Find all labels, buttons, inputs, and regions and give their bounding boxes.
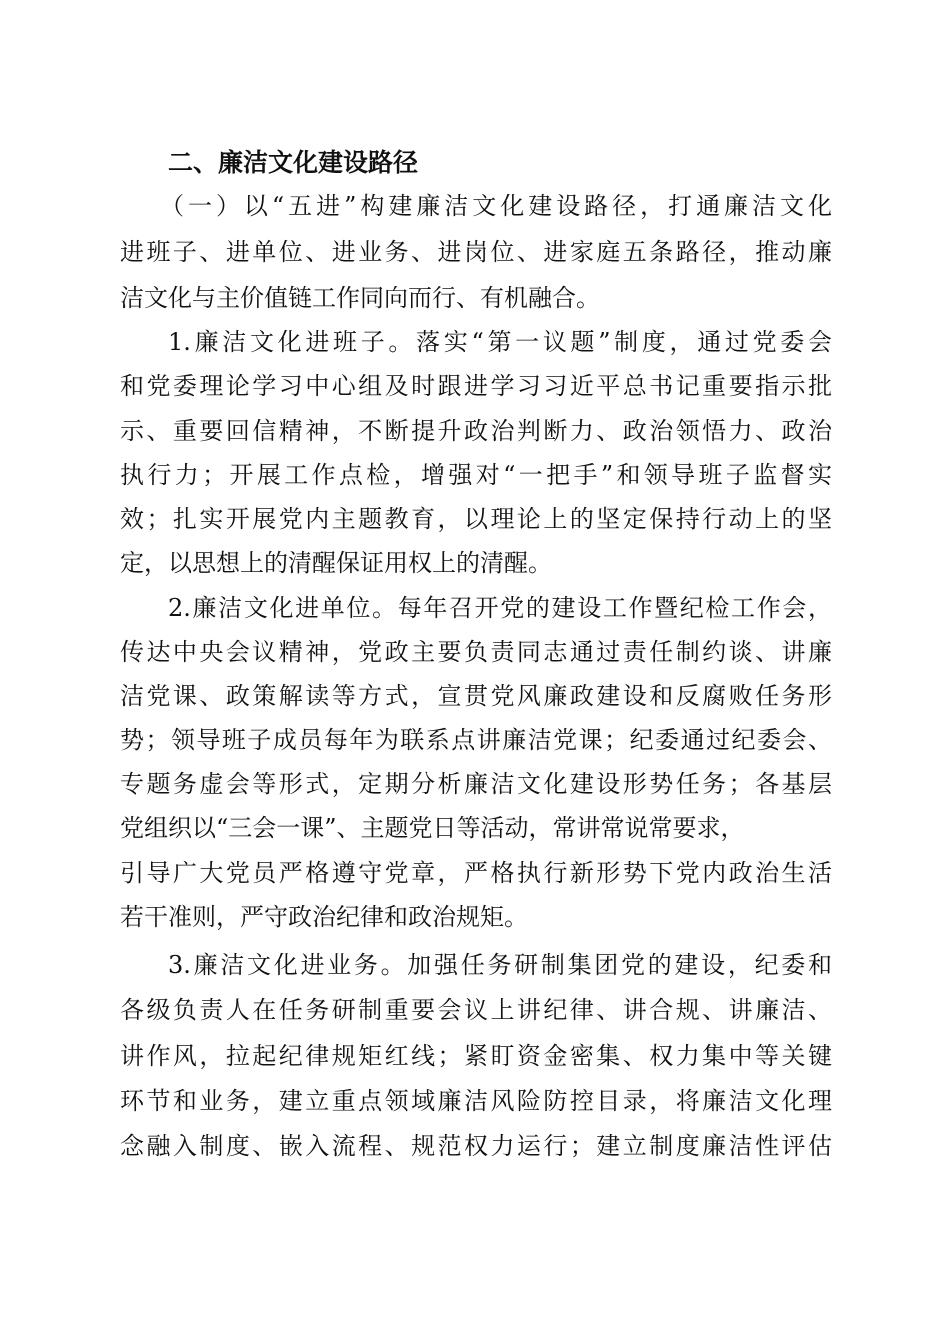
paragraph-3-line-3: 洁党课、政策解读等方式，宣贯党风廉政建设和反腐败任务形	[120, 682, 832, 710]
paragraph-3-line-5: 专题务虚会等形式，定期分析廉洁文化建设形势任务；各基层	[120, 770, 832, 798]
paragraph-4-line-2: 各级负责人在任务研制重要会议上讲纪律、讲合规、讲廉洁、	[120, 996, 832, 1024]
paragraph-1-line-3: 洁文化与主价值链工作同向而行、有机融合。	[120, 284, 600, 312]
paragraph-3-line-2: 传达中央会议精神，党政主要负责同志通过责任制约谈、讲廉	[120, 638, 832, 666]
paragraph-4-line-4: 环节和业务，建立重点领域廉洁风险防控目录，将廉洁文化理	[120, 1087, 832, 1115]
paragraph-4-line-1: 3.廉洁文化进业务。加强任务研制集团党的建设，纪委和	[168, 951, 832, 979]
paragraph-1-line-2: 进班子、进单位、进业务、进岗位、进家庭五条路径，推动廉	[120, 238, 832, 266]
paragraph-2-line-4: 执行力；开展工作点检，增强对“一把手”和领导班子监督实	[120, 461, 832, 489]
section-heading: 二、廉洁文化建设路径	[168, 148, 419, 177]
paragraph-3-line-7: 引导广大党员严格遵守党章，严格执行新形势下党内政治生活	[120, 859, 832, 887]
paragraph-3-line-8: 若干准则，严守政治纪律和政治规矩。	[120, 903, 528, 931]
paragraph-1-line-1: （一）以“五进”构建廉洁文化建设路径，打通廉洁文化	[160, 192, 832, 220]
paragraph-3-line-6: 党组织以“三会一课”、主题党日等活动，常讲常说常要求，	[120, 814, 745, 842]
paragraph-2-line-6: 定，以思想上的清醒保证用权上的清醒。	[120, 549, 552, 577]
paragraph-3-line-4: 势；领导班子成员每年为联系点讲廉洁党课；纪委通过纪委会、	[120, 726, 832, 754]
paragraph-2-line-3: 示、重要回信精神，不断提升政治判断力、政治领悟力、政治	[120, 417, 832, 445]
paragraph-3-line-1: 2.廉洁文化进单位。每年召开党的建设工作暨纪检工作会，	[168, 594, 832, 622]
paragraph-2-line-1: 1.廉洁文化进班子。落实“第一议题”制度，通过党委会	[168, 328, 832, 356]
paragraph-2-line-5: 效；扎实开展党内主题教育，以理论上的坚定保持行动上的坚	[120, 505, 832, 533]
paragraph-2-line-2: 和党委理论学习中心组及时跟进学习习近平总书记重要指示批	[120, 372, 832, 400]
paragraph-4-line-3: 讲作风，拉起纪律规矩红线；紧盯资金密集、权力集中等关键	[120, 1042, 832, 1070]
paragraph-4-line-5: 念融入制度、嵌入流程、规范权力运行；建立制度廉洁性评估	[120, 1132, 832, 1160]
